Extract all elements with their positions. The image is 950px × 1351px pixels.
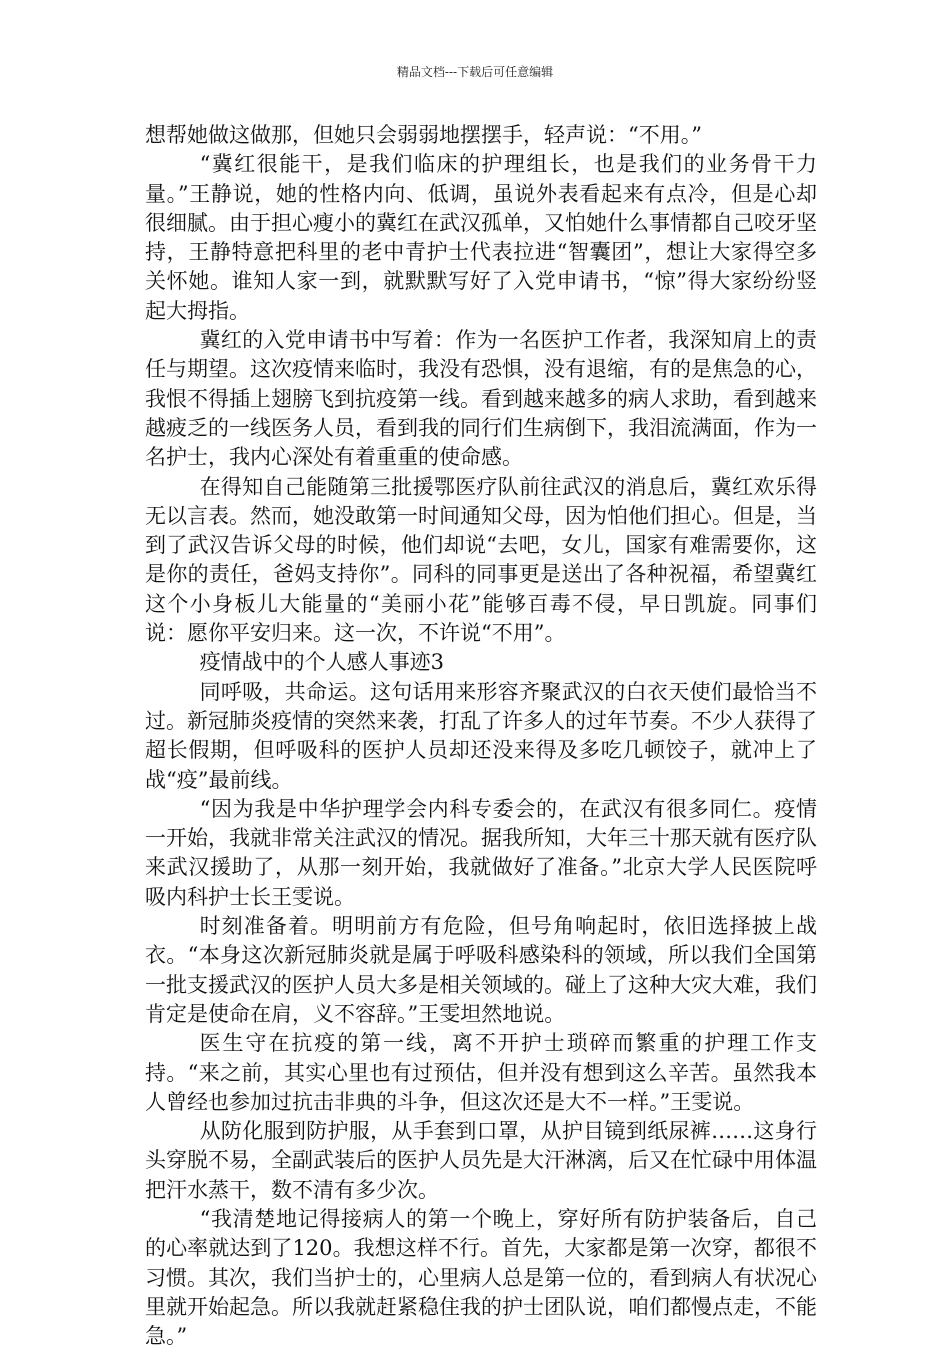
paragraph-1: 想帮她做这做那，但她只会弱弱地摆摆手，轻声说：“不用。” [145, 123, 702, 147]
paragraph-9: 从防化服到防护服，从手套到口罩，从护目镜到纸尿裤……这身行头穿脱不易，全副武装后的医护人员先是大汗淋漓，后又在忙碌中用体温把汗水蒸干，数不清有多少次。 [145, 1119, 817, 1202]
paragraph-10: “我清楚地记得接病人的第一个晚上，穿好所有防护装备后，自己的心率就达到了120。我想这样不行。首先，大家都是第一次穿，都很不习惯。其次，我们当护士的，心里病人总是第一位的，看到病人有状况心里就开始起急。所以我就赶紧稳住我的护士团队说，咱们都慢点走，不能急。” [145, 1206, 817, 1349]
paragraph-2: “冀红很能干，是我们临床的护理组长，也是我们的业务骨干力量。”王静说，她的性格内向、低调，虽说外表看起来有点冷，但是心却很细腻。由于担心瘦小的冀红在武汉孤单，又怕她什么事情都自己咬牙坚持，王静特意把科里的老中青护士代表拉进“智囊团”，想让大家得空多关怀她。谁知人家一到，就默默写好了入党申请书，“惊”得大家纷纷竖起大拇指。 [145, 152, 817, 323]
section-heading: 疫情战中的个人感人事迹3 [199, 650, 444, 675]
paragraph-3: 冀红的入党申请书中写着：作为一名医护工作者，我深知肩上的责任与期望。这次疫情来临时，我没有恐惧，没有退缩，有的是焦急的心，我恨不得插上翅膀飞到抗疫第一线。看到越来越多的病人求助，看到越来越疲乏的一线医务人员，看到我的同行们生病倒下，我泪流满面，作为一名护士，我内心深处有着重重的使命感。 [145, 328, 817, 470]
paragraph-5: 同呼吸，共命运。这句话用来形容齐聚武汉的白衣天使们最恰当不过。新冠肺炎疫情的突然来袭，打乱了许多人的过年节奏。不少人获得了超长假期，但呼吸科的医护人员却还没来得及多吃几顿饺子，就冲上了战“疫”最前线。 [145, 679, 817, 792]
paragraph-6: “因为我是中华护理学会内科专委会的，在武汉有很多同仁。疫情一开始，我就非常关注武汉的情况。据我所知，大年三十那天就有医疗队来武汉援助了，从那一刻开始，我就做好了准备。”北京大学人民医院呼吸内科护士长王雯说。 [145, 796, 817, 909]
paragraph-7: 时刻准备着。明明前方有危险，但号角响起时，依旧选择披上战衣。“本身这次新冠肺炎就是属于呼吸科感染科的领域，所以我们全国第一批支援武汉的医护人员大多是相关领域的。碰上了这种大灾大难，我们肯定是使命在肩，义不容辞。”王雯坦然地说。 [145, 914, 817, 1026]
page-header: 精品文档---下载后可任意编辑 [396, 65, 554, 79]
paragraph-8: 医生守在抗疫的第一线，离不开护士琐碎而繁重的护理工作支持。“来之前，其实心里也有过预估，但并没有想到这么辛苦。虽然我本人曾经也参加过抗击非典的斗争，但这次还是大不一样。”王雯说。 [145, 1031, 817, 1114]
paragraph-4: 在得知自己能随第三批援鄂医疗队前往武汉的消息后，冀红欢乐得无以言表。然而，她没敢第一时间通知父母，因为怕他们担心。但是，当到了武汉告诉父母的时候，他们却说“去吧，女儿，国家有难需要你，这是你的责任，爸妈支持你”。同科的同事更是送出了各种祝福，希望冀红这个小身板儿大能量的“美丽小花”能够百毒不侵，早日凯旋。同事们说：愿你平安归来。这一次，不许说“不用”。 [145, 474, 817, 646]
document-body [145, 121, 817, 1351]
